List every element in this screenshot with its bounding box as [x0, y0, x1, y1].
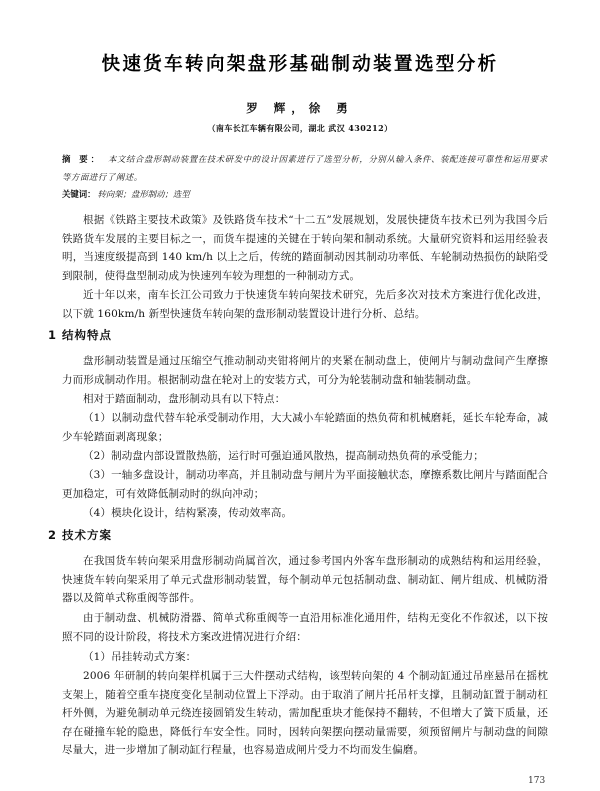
- body-paragraph: 盘形制动装置是通过压缩空气推动制动夹钳将闸片的夹紧在制动盘上，使闸片与制动盘间产生摩擦力而形成制动作用。根据制动盘在轮对上的安装方式，可分为轮装制动盘和轴装制动盘。: [62, 355, 548, 386]
- list-item: （3）一轴多盘设计，制动功率高，并且制动盘与闸片为平面接触状态，摩擦系数比闸片与踏面配合更加稳定，可有效降低制动时的纵向冲动；: [62, 469, 548, 500]
- abstract-label: 摘 要：: [62, 154, 103, 164]
- keywords: [62, 187, 548, 201]
- authors: 罗 辉，徐 勇: [246, 101, 354, 115]
- body-paragraph: 2006 年研制的转向架样机属于三大件摆动式结构，该型转向架的 4 个制动缸通过吊座悬吊在摇枕支架上，随着空重车挠度变化呈制动位置上下浮动。由于取消了闸片托吊杆支撑，且制动缸置于制动杠杆外侧，为避免制动单元绕连接圆销发生转动，需加配重块才能保持不翻转，不但增大了簧下质量，还存在碰撞车轮的隐患，降低行车安全性。同时，因转向架摆向摆动量需要，须预留闸片与制动盘的间隙尽量大，进一步增加了制动缸行程量，也容易造成闸片受力不均而发生偏磨。: [62, 670, 548, 757]
- list-item: （4）模块化设计，结构紧凑，传动效率高。: [83, 507, 293, 519]
- affiliation: （南车长江车辆有限公司，湖北 武汉 430212）: [207, 123, 393, 133]
- abstract-text: 本文结合盘形制动装置在技术研发中的设计因素进行了选型分析，分别从输入条件、装配连接可靠性和运用要求等方面进行了阐述。: [62, 154, 548, 182]
- list-item: （1）吊挂转动式方案：: [83, 651, 197, 663]
- keywords-label: 关键词：: [62, 189, 96, 199]
- intro-paragraph: 近十年以来，南车长江公司致力于快速货车转向架技术研究，先后多次对技术方案进行优化改进，以下就 160km/h 新型快速货车转向架的盘形制动装置设计进行分析、总结。: [62, 289, 548, 320]
- list-item: （2）制动盘内部设置散热筋，运行时可强迫通风散热，提高制动热负荷的承受能力；: [83, 450, 484, 462]
- list-item: （1）以制动盘代替车轮承受制动作用，大大减小车轮踏面的热负荷和机械磨耗，延长车轮寿命，减少车轮踏面剥离现象；: [62, 412, 548, 443]
- intro-paragraph: 根据《铁路主要技术政策》及铁路货车技术“十二五”发展规划，发展快捷货车技术已列为我国今后铁路货车发展的主要目标之一，而货车提速的关键在于转向架和制动系统。大量研究资料和运用经验表明，当速度级提高到 140 km/h 以上之后，传统的踏面制动因其制动功率低、车轮制动热损伤的缺陷受到限制，使得盘型制动成为快速列车较为理想的一种制动方式。: [62, 214, 548, 282]
- section-heading-1: 1 结构特点: [48, 328, 113, 342]
- page-number: 173: [528, 776, 546, 786]
- body-paragraph: 在我国货车转向架采用盘形制动尚属首次，通过参考国内外客车盘形制动的成熟结构和运用经验，快速货车转向架采用了单元式盘形制动装置，每个制动单元包括制动盘、制动缸、闸片组成、机械防滑器以及简单式称重阀等部件。: [62, 555, 548, 605]
- keywords-text: 转向架；盘形制动；选型: [97, 189, 190, 199]
- paper-title: 快速货车转向架盘形基础制动装置选型分析: [101, 54, 499, 75]
- abstract: [62, 150, 548, 186]
- body-paragraph: 由于制动盘、机械防滑器、简单式称重阀等一直沿用标准化通用件，结构无变化不作叙述，以下按照不同的设计阶段，将技术方案改进情况进行介绍：: [62, 612, 548, 643]
- body-paragraph: 相对于踏面制动，盘形制动具有以下特点：: [83, 393, 286, 405]
- section-heading-2: 2 技术方案: [48, 528, 113, 542]
